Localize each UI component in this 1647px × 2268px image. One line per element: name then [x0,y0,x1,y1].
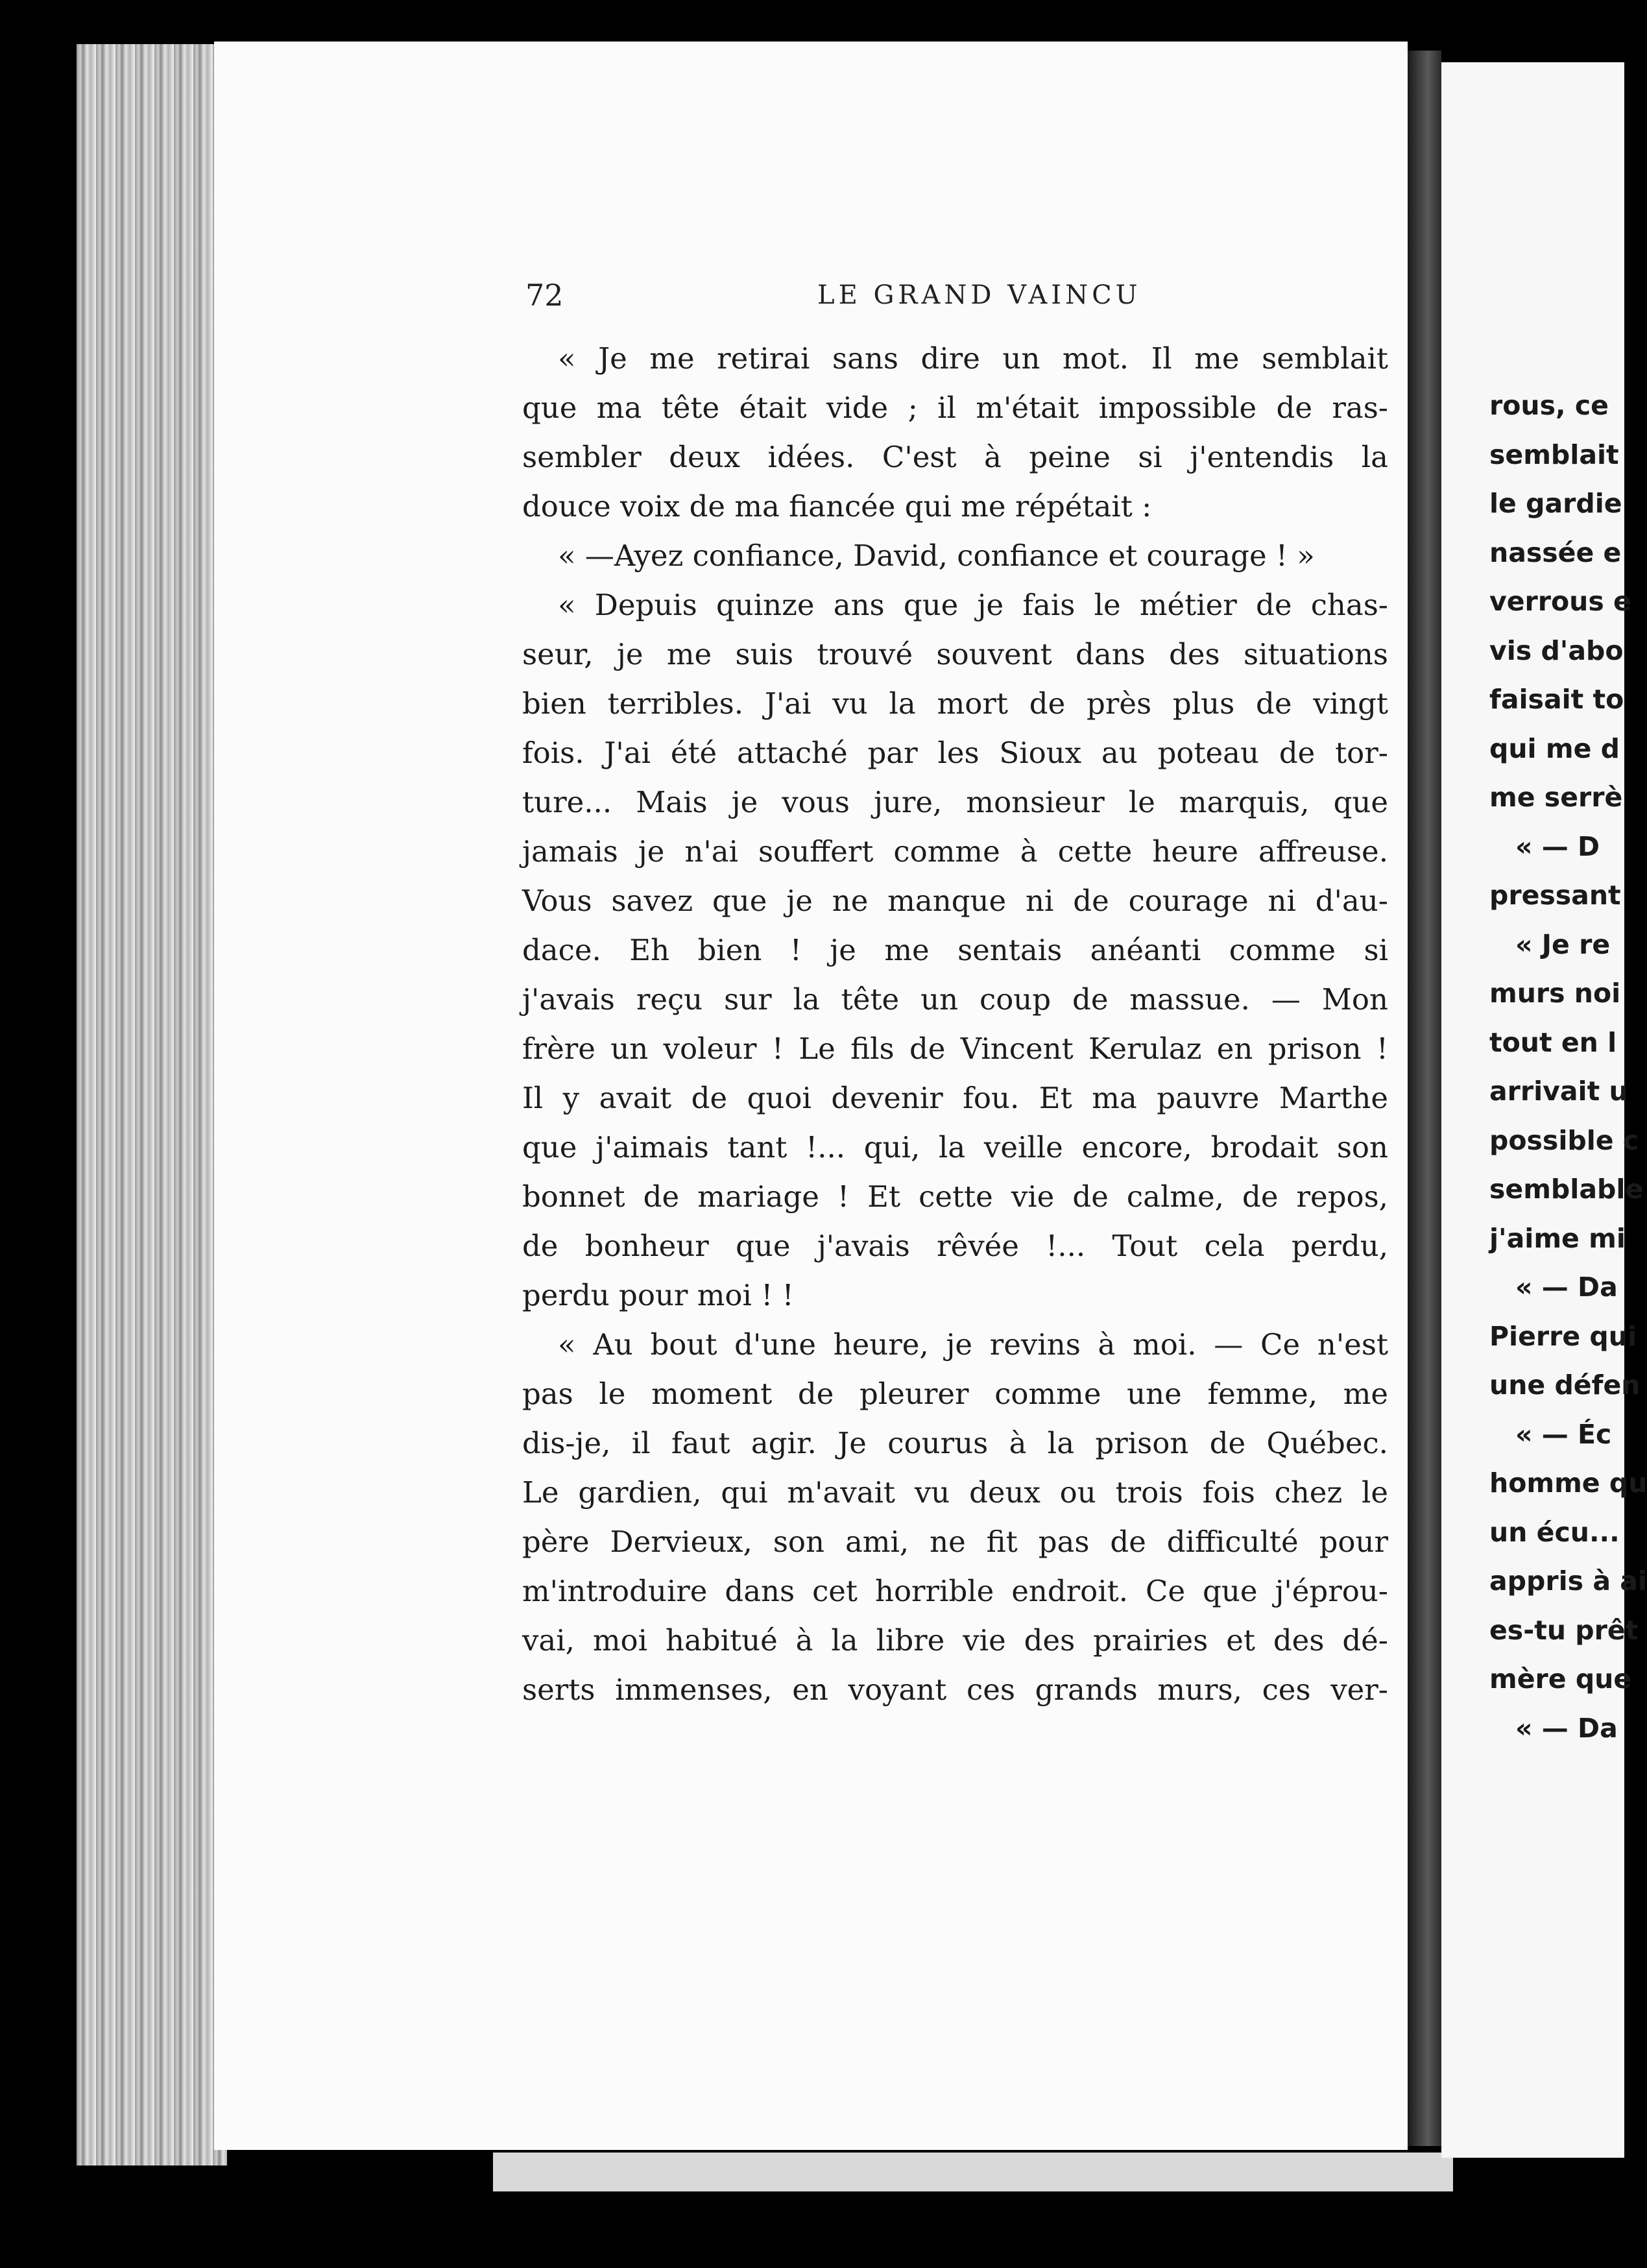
text-line: pressant [1489,880,1621,911]
running-title: LE GRAND VAINCU [817,280,1142,310]
text-line: bien terribles. J'ai vu la mort de près plus de vingt [522,686,1388,721]
text-line: Il y avait de quoi devenir fou. Et ma pauvre Marthe [522,1081,1388,1115]
text-line: frère un voleur ! Le fils de Vincent Kerulaz en prison ! [522,1031,1388,1066]
text-line: « —Ayez confiance, David, confiance et courage ! » [558,538,1315,573]
page-header [525,278,1388,317]
book-gutter [1408,51,1441,2146]
left-page-text [522,334,1388,1715]
text-line: fois. J'ai été attaché par les Sioux au poteau de tor- [522,736,1388,770]
text-line: « Au bout d'une heure, je revins à moi. — Ce n'est [558,1327,1388,1362]
text-line: un écu... [1489,1516,1620,1548]
text-line: « — D [1515,830,1600,862]
text-line: perdu pour moi ! ! [522,1278,794,1312]
text-line: « Je me retirai sans dire un mot. Il me semblait [558,341,1388,376]
text-line: dace. Eh bien ! je me sentais anéanti comme si [522,933,1388,967]
text-line: possible c [1489,1124,1639,1156]
text-line: serts immenses, en voyant ces grands murs, ces ver- [522,1672,1388,1707]
text-line: « — Da [1515,1272,1618,1303]
text-line: arrivait u [1489,1076,1628,1107]
text-line: me serrè [1489,782,1623,813]
page-number: 72 [525,278,564,313]
text-line: sembler deux idées. C'est à peine si j'entendis la [522,440,1388,474]
text-line: verrous e [1489,586,1631,617]
text-line: père Dervieux, son ami, ne fit pas de difficulté pour [522,1525,1388,1559]
text-line: homme qu [1489,1467,1647,1499]
text-line: pas le moment de pleurer comme une femme, me [522,1377,1388,1411]
text-line: le gardie [1489,488,1622,519]
text-line: tout en l [1489,1026,1617,1058]
text-line: rous, ce [1489,390,1609,421]
text-line: « — Da [1515,1712,1618,1744]
text-line: « Depuis quinze ans que je fais le métier de chas- [558,588,1388,622]
right-page-text [1489,381,1647,1753]
text-line: faisait to [1489,684,1624,715]
text-line: semblable [1489,1174,1644,1205]
text-line: « — Éc [1515,1418,1612,1450]
text-line: semblait [1489,439,1619,470]
text-line: nassée e [1489,537,1622,568]
text-line: bonnet de mariage ! Et cette vie de calme, de repos, [522,1179,1388,1214]
text-line: m'introduire dans cet horrible endroit. Ce que j'éprou- [522,1574,1388,1608]
page-edges [77,44,227,2165]
text-line: appris à ai [1489,1565,1647,1597]
text-line: mère que [1489,1663,1632,1695]
text-line: Le gardien, qui m'avait vu deux ou trois fois chez le [522,1475,1388,1510]
text-line: que ma tête était vide ; il m'était impossible de ras- [522,391,1388,425]
text-line: qui me d [1489,732,1620,764]
text-line: « Je re [1515,928,1611,960]
text-line: Vous savez que je ne manque ni de courage ni d'au- [522,884,1388,918]
text-line: seur, je me suis trouvé souvent dans des situations [522,637,1388,671]
text-line: vai, moi habitué à la libre vie des prairies et des dé- [522,1623,1388,1658]
text-line: Pierre qui [1489,1320,1637,1352]
text-line: de bonheur que j'avais rêvée !... Tout cela perdu, [522,1229,1388,1263]
text-line: jamais je n'ai souffert comme à cette heure affreuse. [522,834,1388,869]
text-line: que j'aimais tant !... qui, la veille encore, brodait son [522,1130,1388,1164]
page-bottom-strip [493,2153,1453,2191]
text-line: murs noi [1489,978,1621,1009]
text-line: vis d'abo [1489,634,1624,666]
text-line: ture... Mais je vous jure, monsieur le marquis, que [522,785,1388,819]
text-line: douce voix de ma fiancée qui me répétait : [522,489,1152,524]
text-line: es-tu prêt [1489,1614,1639,1646]
text-line: dis-je, il faut agir. Je courus à la prison de Québec. [522,1426,1388,1460]
text-line: j'avais reçu sur la tête un coup de massue. — Mon [522,982,1388,1017]
text-line: une défen [1489,1369,1641,1401]
text-line: j'aime mi [1489,1222,1626,1254]
